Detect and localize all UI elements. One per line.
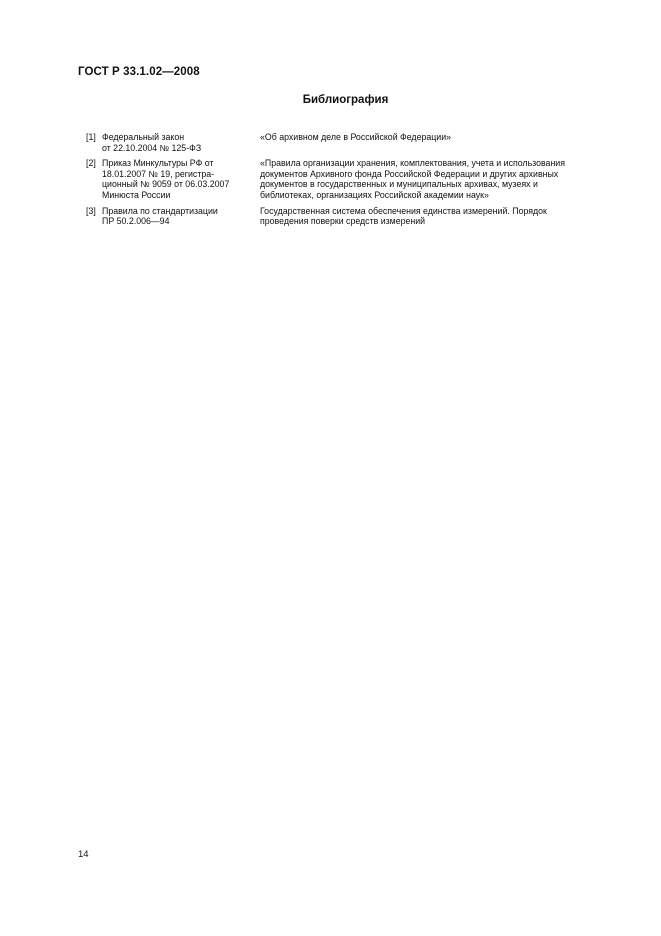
- entry-source: [102, 132, 250, 153]
- entry-description-line: «Правила организации хранения, комплектования, учета и использования: [260, 158, 565, 169]
- entry-description: [260, 132, 608, 153]
- entry-source-line: Приказ Минкультуры РФ от: [102, 158, 214, 169]
- document-code-header: ГОСТ Р 33.1.02—2008: [78, 66, 200, 78]
- bibliography-list: [86, 132, 608, 232]
- bibliography-entry: [86, 132, 608, 153]
- entry-description-line: «Об архивном деле в Российской Федерации»: [260, 132, 452, 142]
- entry-source-line: Федеральный закон: [102, 132, 185, 142]
- entry-source-line: Правила по стандартизации: [102, 205, 218, 216]
- entry-source: [102, 206, 250, 227]
- entry-source-line: 18.01.2007 № 19, регистра-: [102, 168, 215, 179]
- bibliography-title: Библиография: [302, 94, 389, 106]
- bibliography-entry: [86, 158, 608, 200]
- entry-source: [102, 158, 250, 200]
- entry-number: [2]: [86, 158, 96, 169]
- entry-description-line: документов в государственных и муниципальных архивах, музеях и: [260, 179, 538, 190]
- entry-source-line: от 22.10.2004 № 125-ФЗ: [102, 142, 202, 153]
- entry-description: [260, 206, 608, 227]
- entry-source-line: ционный № 9059 от 06.03.2007: [102, 179, 230, 190]
- entry-description-line: документов Архивного фонда Российской Федерации и других архивных: [260, 168, 559, 179]
- entry-description: [260, 158, 608, 200]
- entry-description-line: библиотеках, организациях Российской академии наук»: [260, 189, 489, 200]
- entry-source-line: Минюста России: [102, 189, 171, 200]
- entry-description-line: Государственная система обеспечения единства измерений. Порядок: [260, 205, 547, 216]
- entry-description-line: проведения поверки средств измерений: [260, 216, 426, 227]
- page-number: 14: [78, 849, 89, 860]
- bibliography-entry: [86, 206, 608, 227]
- entry-source-line: ПР 50.2.006—94: [102, 216, 170, 227]
- entry-number: [1]: [86, 132, 96, 142]
- entry-number: [3]: [86, 205, 96, 216]
